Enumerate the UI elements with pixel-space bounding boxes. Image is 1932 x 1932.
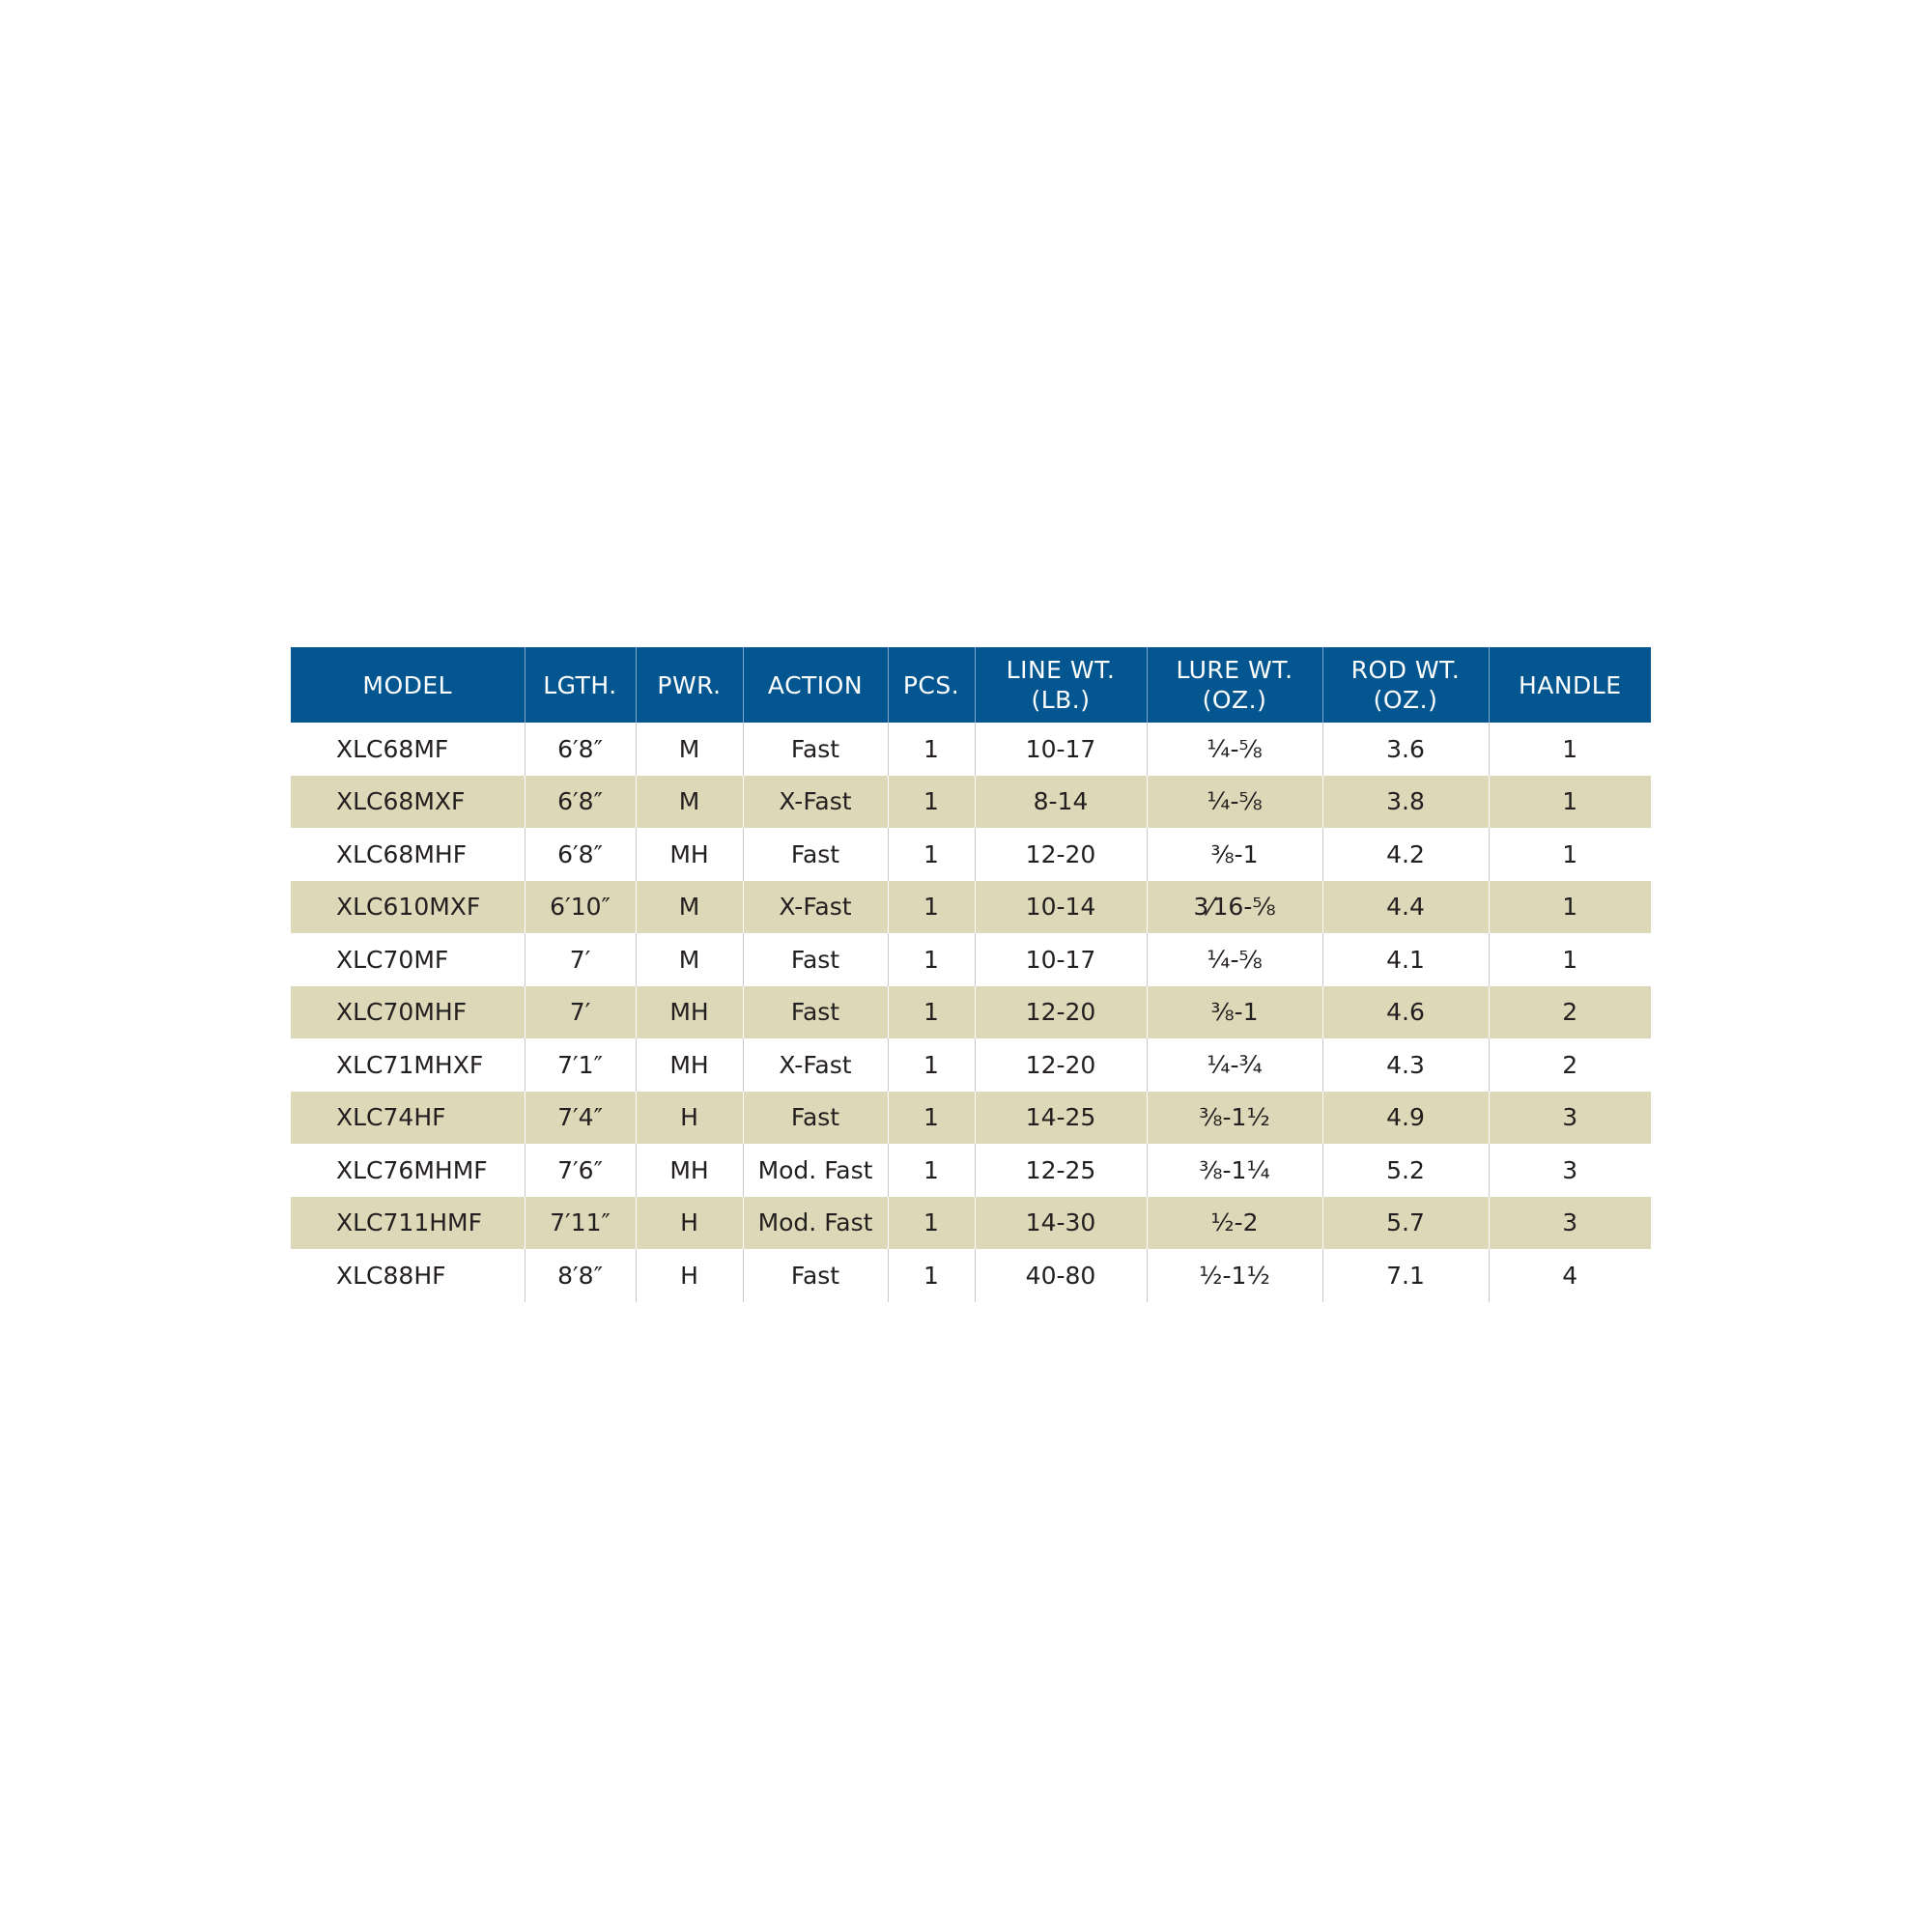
cell-rod-weight: 4.6 [1322, 986, 1489, 1039]
cell-rod-weight: 7.1 [1322, 1249, 1489, 1302]
cell-pieces: 1 [888, 776, 975, 829]
cell-rod-weight: 5.7 [1322, 1197, 1489, 1250]
header-lure-weight: LURE WT. (OZ.) [1147, 647, 1322, 723]
cell-model: XLC74HF [336, 1103, 446, 1132]
header-pieces: PCS. [888, 647, 975, 723]
cell-length: 6′8″ [525, 828, 636, 881]
table-row [291, 933, 1651, 986]
cell-power: MH [636, 1038, 743, 1092]
cell-lure-weight: ¼-⅝ [1147, 933, 1322, 986]
cell-line-weight: 12-25 [975, 1144, 1147, 1197]
cell-pieces: 1 [888, 986, 975, 1039]
cell-action: Mod. Fast [743, 1144, 888, 1197]
cell-line-weight: 14-25 [975, 1092, 1147, 1145]
cell-lure-weight: ¼-¾ [1147, 1038, 1322, 1092]
cell-action: Fast [743, 828, 888, 881]
cell-handle: 4 [1489, 1249, 1651, 1302]
cell-handle: 3 [1489, 1197, 1651, 1250]
cell-power: M [636, 933, 743, 986]
cell-action: Mod. Fast [743, 1197, 888, 1250]
cell-line-weight: 12-20 [975, 986, 1147, 1039]
cell-pieces: 1 [888, 723, 975, 776]
cell-pieces: 1 [888, 881, 975, 934]
cell-rod-weight: 4.3 [1322, 1038, 1489, 1092]
cell-length: 6′10″ [525, 881, 636, 934]
cell-action: Fast [743, 986, 888, 1039]
cell-model: XLC88HF [336, 1261, 446, 1290]
cell-line-weight: 10-17 [975, 933, 1147, 986]
cell-pieces: 1 [888, 1092, 975, 1145]
cell-handle: 1 [1489, 723, 1651, 776]
cell-rod-weight: 4.4 [1322, 881, 1489, 934]
table-body [291, 723, 1651, 1302]
cell-model: XLC70MF [336, 945, 449, 974]
table-row [291, 986, 1651, 1039]
cell-model: XLC68MHF [336, 839, 468, 868]
cell-handle: 1 [1489, 881, 1651, 934]
cell-line-weight: 10-17 [975, 723, 1147, 776]
cell-lure-weight: ½-2 [1147, 1197, 1322, 1250]
cell-length: 7′ [525, 933, 636, 986]
header-row [291, 647, 1651, 723]
cell-length: 8′8″ [525, 1249, 636, 1302]
cell-model: XLC610MXF [336, 893, 481, 922]
cell-length: 7′4″ [525, 1092, 636, 1145]
table-row [291, 1197, 1651, 1250]
rod-spec-table [291, 647, 1651, 1302]
header-power: PWR. [636, 647, 743, 723]
table-row [291, 776, 1651, 829]
cell-action: Fast [743, 1249, 888, 1302]
cell-power: H [636, 1249, 743, 1302]
header-model: MODEL [362, 670, 453, 699]
cell-action: X-Fast [743, 881, 888, 934]
cell-power: MH [636, 1144, 743, 1197]
cell-pieces: 1 [888, 1038, 975, 1092]
cell-lure-weight: 3⁄16-⅝ [1147, 881, 1322, 934]
cell-length: 7′1″ [525, 1038, 636, 1092]
cell-model: XLC68MXF [336, 787, 466, 816]
cell-model: XLC68MF [336, 734, 449, 763]
cell-lure-weight: ⅜-1 [1147, 828, 1322, 881]
header-rod-weight: ROD WT. (OZ.) [1322, 647, 1489, 723]
cell-action: X-Fast [743, 1038, 888, 1092]
table-row [291, 1144, 1651, 1197]
cell-lure-weight: ⅜-1¼ [1147, 1144, 1322, 1197]
cell-power: M [636, 723, 743, 776]
cell-action: Fast [743, 933, 888, 986]
cell-action: X-Fast [743, 776, 888, 829]
cell-rod-weight: 3.8 [1322, 776, 1489, 829]
cell-action: Fast [743, 723, 888, 776]
cell-action: Fast [743, 1092, 888, 1145]
cell-line-weight: 10-14 [975, 881, 1147, 934]
cell-length: 7′ [525, 986, 636, 1039]
cell-rod-weight: 3.6 [1322, 723, 1489, 776]
cell-pieces: 1 [888, 1197, 975, 1250]
cell-length: 6′8″ [525, 776, 636, 829]
cell-power: H [636, 1092, 743, 1145]
cell-model: XLC71MHXF [336, 1050, 484, 1079]
cell-power: M [636, 776, 743, 829]
table-row [291, 828, 1651, 881]
cell-model: XLC70MHF [336, 998, 468, 1027]
cell-line-weight: 14-30 [975, 1197, 1147, 1250]
table-row [291, 1038, 1651, 1092]
header-handle: HANDLE [1489, 647, 1651, 723]
cell-lure-weight: ⅜-1 [1147, 986, 1322, 1039]
cell-lure-weight: ¼-⅝ [1147, 723, 1322, 776]
cell-power: H [636, 1197, 743, 1250]
table-row [291, 1249, 1651, 1302]
cell-rod-weight: 4.2 [1322, 828, 1489, 881]
cell-power: MH [636, 986, 743, 1039]
cell-rod-weight: 4.9 [1322, 1092, 1489, 1145]
cell-rod-weight: 4.1 [1322, 933, 1489, 986]
cell-handle: 3 [1489, 1092, 1651, 1145]
cell-handle: 3 [1489, 1144, 1651, 1197]
table-row [291, 1092, 1651, 1145]
cell-line-weight: 8-14 [975, 776, 1147, 829]
cell-lure-weight: ½-1½ [1147, 1249, 1322, 1302]
cell-pieces: 1 [888, 933, 975, 986]
cell-line-weight: 12-20 [975, 1038, 1147, 1092]
cell-line-weight: 12-20 [975, 828, 1147, 881]
header-line-weight: LINE WT. (LB.) [975, 647, 1147, 723]
cell-handle: 1 [1489, 828, 1651, 881]
table-row [291, 723, 1651, 776]
cell-line-weight: 40-80 [975, 1249, 1147, 1302]
header-length: LGTH. [525, 647, 636, 723]
cell-power: MH [636, 828, 743, 881]
cell-model: XLC76MHMF [336, 1155, 488, 1184]
cell-length: 7′11″ [525, 1197, 636, 1250]
cell-length: 7′6″ [525, 1144, 636, 1197]
cell-handle: 1 [1489, 776, 1651, 829]
cell-pieces: 1 [888, 828, 975, 881]
cell-model: XLC711HMF [336, 1208, 482, 1237]
cell-length: 6′8″ [525, 723, 636, 776]
cell-handle: 2 [1489, 1038, 1651, 1092]
table-header [291, 647, 1651, 723]
table-row [291, 881, 1651, 934]
cell-handle: 2 [1489, 986, 1651, 1039]
header-action: ACTION [743, 647, 888, 723]
cell-handle: 1 [1489, 933, 1651, 986]
cell-pieces: 1 [888, 1249, 975, 1302]
cell-lure-weight: ¼-⅝ [1147, 776, 1322, 829]
cell-rod-weight: 5.2 [1322, 1144, 1489, 1197]
cell-lure-weight: ⅜-1½ [1147, 1092, 1322, 1145]
cell-pieces: 1 [888, 1144, 975, 1197]
cell-power: M [636, 881, 743, 934]
